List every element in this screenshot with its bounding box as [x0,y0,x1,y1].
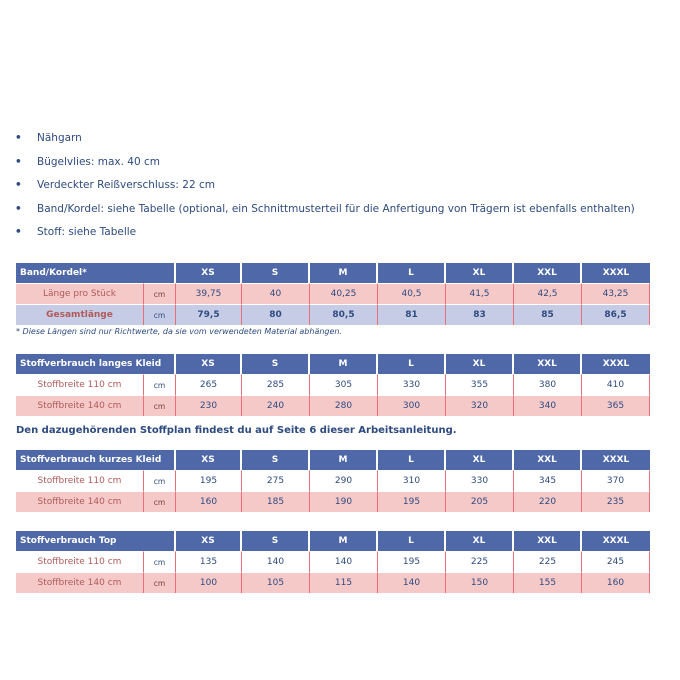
value-cell: 380 [514,374,582,395]
bullet-icon: • [15,155,22,168]
value-cell: 275 [242,470,310,491]
unit-cell: cm [144,491,176,512]
list-item-text: Verdeckter Reißverschluss: 22 cm [37,179,215,191]
list-item [15,202,635,226]
table-header [16,531,650,551]
size-header: XS [176,354,242,374]
size-header: XXXL [582,450,650,470]
table-row [16,395,650,416]
unit-cell: cm [144,470,176,491]
value-cell: 86,5 [582,304,650,325]
table-title: Stoffverbrauch kurzes Kleid [16,450,176,470]
list-item [15,131,635,155]
value-cell: 155 [514,572,582,593]
unit-cell: cm [144,395,176,416]
size-header: M [310,450,378,470]
value-cell: 330 [446,470,514,491]
footnote: * Diese Längen sind nur Richtwerte, da sie vom verwendeten Material abhängen. [16,327,343,336]
size-header: XS [176,263,242,283]
size-header: XXL [514,531,582,551]
value-cell: 225 [446,551,514,572]
size-header: XXXL [582,263,650,283]
value-cell: 105 [242,572,310,593]
size-header: XXXL [582,354,650,374]
value-cell: 305 [310,374,378,395]
value-cell: 42,5 [514,283,582,304]
size-header: L [378,531,446,551]
size-header: S [242,263,310,283]
value-cell: 230 [176,395,242,416]
table-header [16,263,650,283]
value-cell: 135 [176,551,242,572]
top-table [16,531,650,593]
list-item [15,225,635,249]
value-cell: 140 [310,551,378,572]
size-header: M [310,263,378,283]
value-cell: 115 [310,572,378,593]
value-cell: 410 [582,374,650,395]
list-item [15,155,635,179]
value-cell: 235 [582,491,650,512]
row-label: Stoffbreite 110 cm [16,374,144,395]
size-header: XS [176,450,242,470]
value-cell: 190 [310,491,378,512]
list-item-text: Nähgarn [37,132,82,144]
value-cell: 79,5 [176,304,242,325]
size-header: S [242,450,310,470]
table-title: Stoffverbrauch Top [16,531,176,551]
value-cell: 195 [378,491,446,512]
value-cell: 340 [514,395,582,416]
value-cell: 100 [176,572,242,593]
size-header: XXL [514,354,582,374]
row-label: Gesamtlänge [16,304,144,325]
value-cell: 185 [242,491,310,512]
short-dress-table [16,450,650,512]
size-header: XL [446,354,514,374]
table-title: Stoffverbrauch langes Kleid [16,354,176,374]
value-cell: 245 [582,551,650,572]
value-cell: 365 [582,395,650,416]
table-row [16,491,650,512]
value-cell: 40,5 [378,283,446,304]
bullet-icon: • [15,226,22,238]
bullet-icon: • [15,132,22,144]
table-row [16,283,650,304]
unit-cell: cm [144,304,176,325]
unit-cell: cm [144,572,176,593]
value-cell: 280 [310,395,378,416]
stoffplan-note: Den dazugehörenden Stoffplan findest du auf Seite 6 dieser Arbeitsanleitung. [16,425,457,436]
unit-cell: cm [144,283,176,304]
value-cell: 195 [176,470,242,491]
list-item [15,178,635,202]
table-row [16,470,650,491]
value-cell: 150 [446,572,514,593]
value-cell: 81 [378,304,446,325]
list-item-text: Stoff: siehe Tabelle [37,226,137,238]
list-item-text: Bügelvlies: max. 40 cm [37,155,161,168]
value-cell: 320 [446,395,514,416]
value-cell: 80 [242,304,310,325]
value-cell: 85 [514,304,582,325]
bullet-icon: • [15,202,22,215]
value-cell: 160 [176,491,242,512]
value-cell: 345 [514,470,582,491]
size-header: L [378,263,446,283]
value-cell: 355 [446,374,514,395]
table-row [16,304,650,325]
size-header: S [242,531,310,551]
size-header: L [378,354,446,374]
bullet-icon: • [15,179,22,191]
size-header: XXL [514,263,582,283]
materials-list [15,131,635,249]
value-cell: 41,5 [446,283,514,304]
table-header [16,354,650,374]
value-cell: 160 [582,572,650,593]
value-cell: 195 [378,551,446,572]
value-cell: 225 [514,551,582,572]
table-row [16,572,650,593]
value-cell: 220 [514,491,582,512]
table-row [16,551,650,572]
value-cell: 80,5 [310,304,378,325]
unit-cell: cm [144,374,176,395]
value-cell: 205 [446,491,514,512]
size-header: M [310,531,378,551]
table-row [16,374,650,395]
row-label: Länge pro Stück [16,283,144,304]
value-cell: 43,25 [582,283,650,304]
value-cell: 39,75 [176,283,242,304]
value-cell: 40,25 [310,283,378,304]
row-label: Stoffbreite 140 cm [16,572,144,593]
value-cell: 140 [378,572,446,593]
long-dress-table [16,354,650,416]
value-cell: 40 [242,283,310,304]
row-label: Stoffbreite 110 cm [16,470,144,491]
value-cell: 265 [176,374,242,395]
size-header: L [378,450,446,470]
table-header [16,450,650,470]
value-cell: 240 [242,395,310,416]
size-header: XXXL [582,531,650,551]
row-label: Stoffbreite 110 cm [16,551,144,572]
value-cell: 330 [378,374,446,395]
value-cell: 310 [378,470,446,491]
table-title: Band/Kordel* [16,263,176,283]
size-header: XS [176,531,242,551]
value-cell: 140 [242,551,310,572]
row-label: Stoffbreite 140 cm [16,395,144,416]
size-header: XXL [514,450,582,470]
list-item-text: Band/Kordel: siehe Tabelle (optional, ein Schnittmusterteil für die Anfertigung von Trägern ist ebenfalls enthalten) [37,202,635,215]
value-cell: 300 [378,395,446,416]
size-header: XL [446,263,514,283]
band-table [16,263,650,325]
value-cell: 290 [310,470,378,491]
size-header: XL [446,450,514,470]
size-header: M [310,354,378,374]
value-cell: 370 [582,470,650,491]
row-label: Stoffbreite 140 cm [16,491,144,512]
size-header: S [242,354,310,374]
value-cell: 285 [242,374,310,395]
value-cell: 83 [446,304,514,325]
size-header: XL [446,531,514,551]
unit-cell: cm [144,551,176,572]
